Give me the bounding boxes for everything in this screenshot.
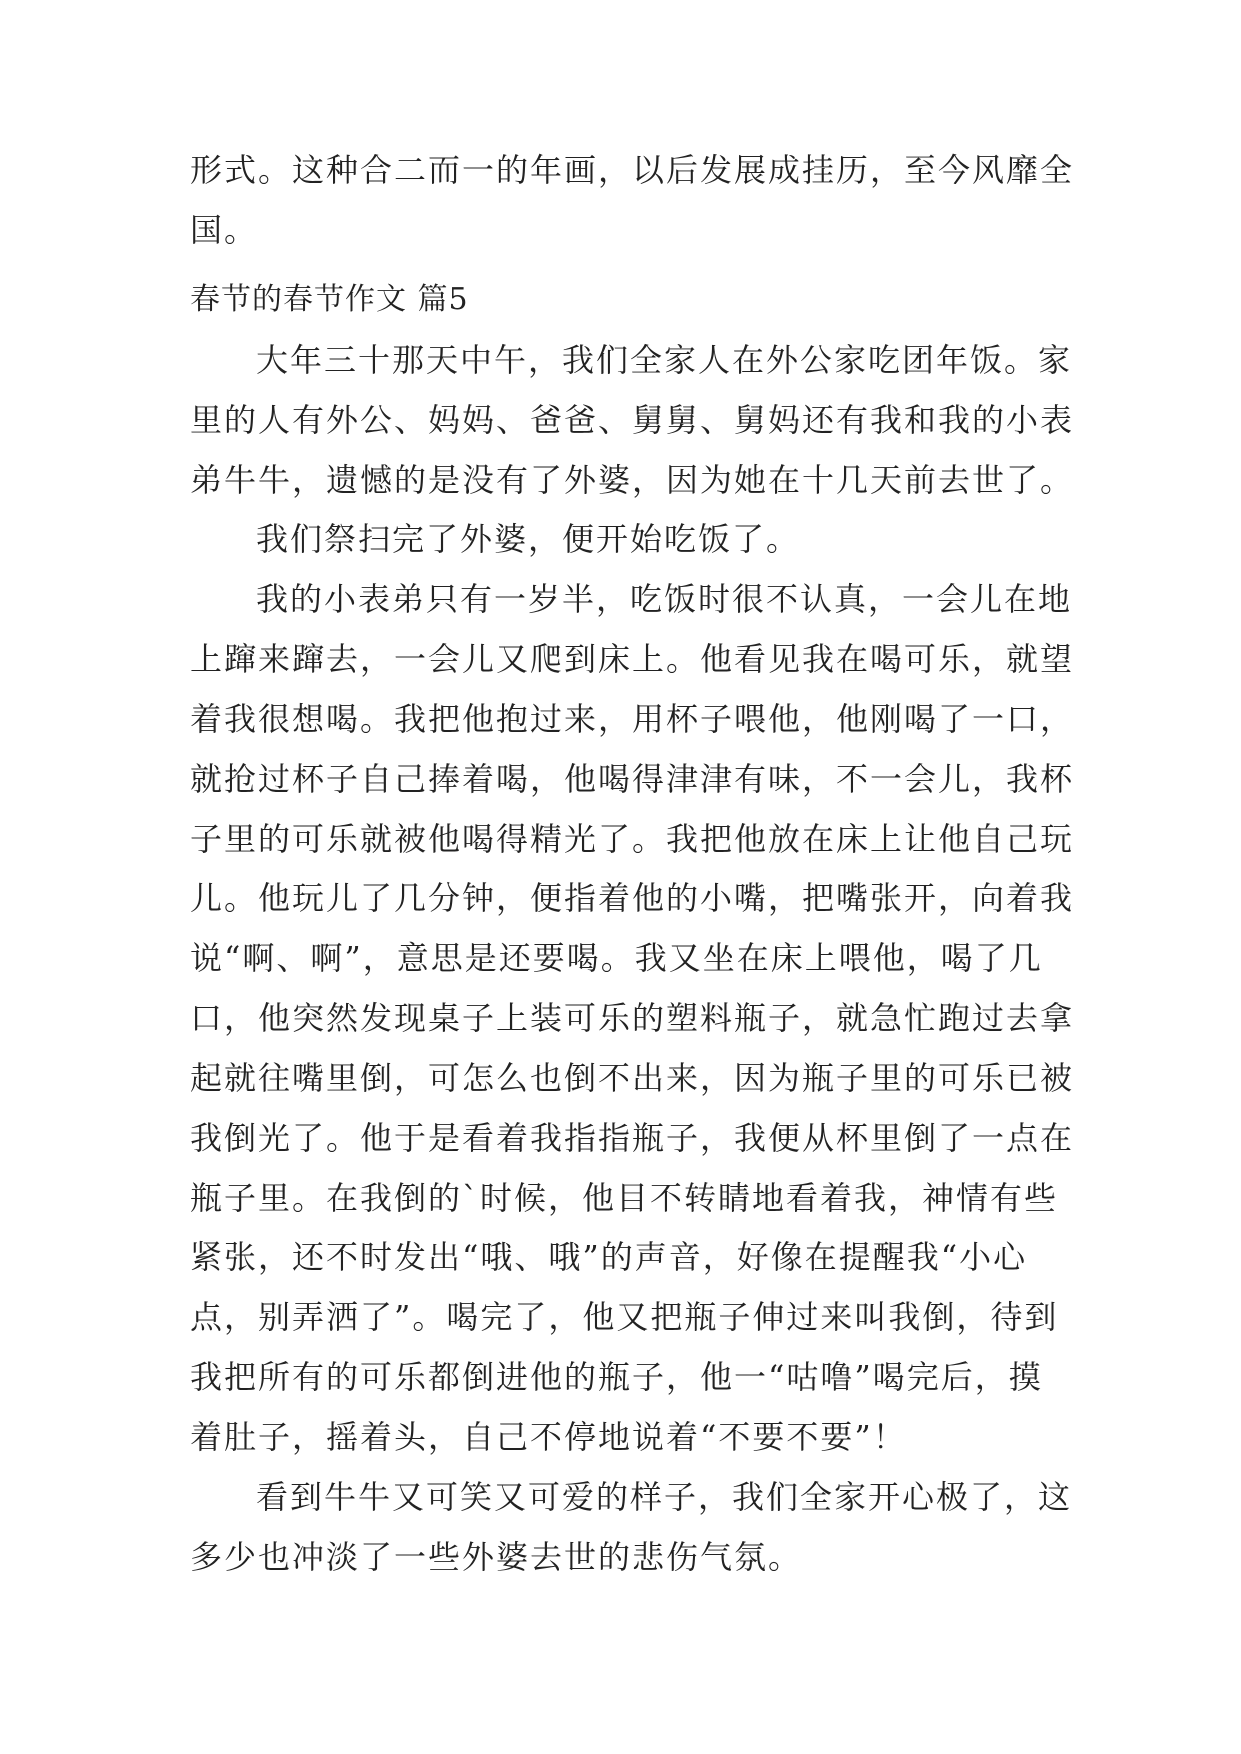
text-line: 着我很想喝。我把他抱过来，用杯子喂他，他刚喝了一口， — [190, 700, 1075, 738]
text-line: 子里的可乐就被他喝得精光了。我把他放在床上让他自己玩 — [190, 820, 1075, 858]
paragraph-first-line: 我的小表弟只有一岁半，吃饭时很不认真，一会儿在地 — [256, 580, 1073, 618]
section-heading: 春节的春节作文 篇5 — [190, 282, 469, 317]
text-line: 点，别弄洒了”。喝完了，他又把瓶子伸过来叫我倒，待到 — [190, 1298, 1059, 1336]
text-line: 起就往嘴里倒，可怎么也倒不出来，因为瓶子里的可乐已被 — [190, 1059, 1075, 1097]
text-line: 多少也冲淡了一些外婆去世的悲伤气氛。 — [190, 1538, 803, 1576]
text-line: 里的人有外公、妈妈、爸爸、舅舅、舅妈还有我和我的小表 — [190, 401, 1075, 439]
text-line: 形式。这种合二而一的年画，以后发展成挂历，至今风靡全 — [190, 151, 1075, 189]
text-line: 说“啊、啊”，意思是还要喝。我又坐在床上喂他，喝了几 — [190, 939, 1043, 977]
text-line: 我倒光了。他于是看着我指指瓶子，我便从杯里倒了一点在 — [190, 1119, 1075, 1157]
text-line: 上蹿来蹿去，一会儿又爬到床上。他看见我在喝可乐，就望 — [190, 640, 1075, 678]
text-line: 口，他突然发现桌子上装可乐的塑料瓶子，就急忙跑过去拿 — [190, 999, 1075, 1037]
paragraph-first-line: 看到牛牛又可笑又可爱的样子，我们全家开心极了，这 — [256, 1478, 1073, 1516]
text-line: 瓶子里。在我倒的`时候，他目不转睛地看着我，神情有些 — [190, 1179, 1059, 1217]
text-line: 弟牛牛，遗憾的是没有了外婆，因为她在十几天前去世了。 — [190, 461, 1075, 499]
text-line: 我把所有的可乐都倒进他的瓶子，他一“咕噜”喝完后，摸 — [190, 1358, 1043, 1396]
paragraph-first-line: 大年三十那天中午，我们全家人在外公家吃团年饭。家 — [256, 341, 1073, 379]
text-line: 紧张，还不时发出“哦、哦”的声音，好像在提醒我“小心 — [190, 1238, 1028, 1276]
text-line: 就抢过杯子自己捧着喝，他喝得津津有味，不一会儿，我杯 — [190, 760, 1075, 798]
paragraph-first-line: 我们祭扫完了外婆，便开始吃饭了。 — [256, 520, 801, 558]
text-line: 国。 — [190, 211, 259, 249]
text-line: 儿。他玩儿了几分钟，便指着他的小嘴，把嘴张开，向着我 — [190, 879, 1075, 917]
text-line: 着肚子，摇着头，自己不停地说着“不要不要”！ — [190, 1418, 907, 1456]
